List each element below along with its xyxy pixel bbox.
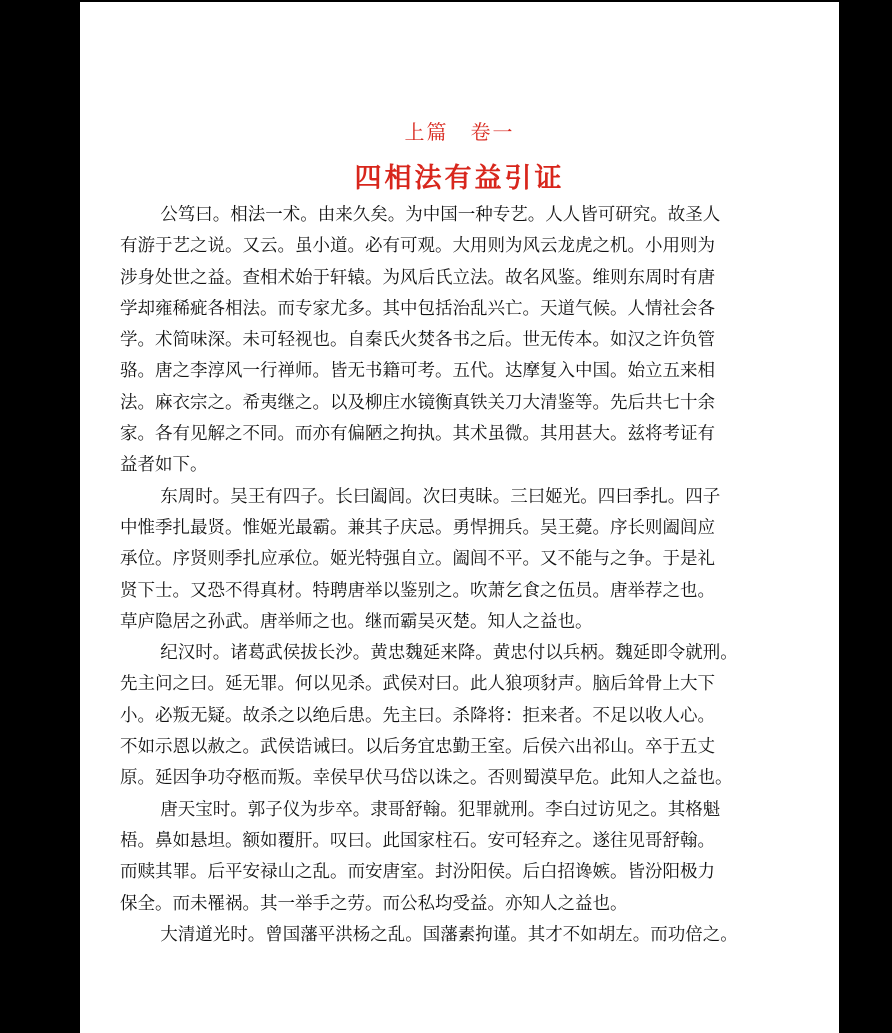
book-page: [80, 2, 839, 1033]
text-line: 东周时。吴王有四子。长曰阖闾。次曰夷昧。三曰姬光。四曰季扎。四子: [160, 486, 721, 507]
text-line: 中惟季扎最贤。惟姬光最霸。兼其子庆忌。勇悍拥兵。吴王薨。序长则阖闾应: [120, 517, 715, 538]
chapter-title: 四相法有益引证: [354, 163, 565, 194]
text-line: 而赎其罪。后平安禄山之乱。而安唐室。封汾阳侯。后白招谗嫉。皆汾阳极力: [120, 862, 715, 883]
body-text: [120, 200, 810, 951]
text-line: 梧。鼻如悬坦。额如覆肝。叹曰。此国家柱石。安可轻弃之。遂往见哥舒翰。: [120, 830, 715, 851]
paragraph: [120, 482, 810, 638]
text-line: 骆。唐之李淳风一行禅师。皆无书籍可考。五代。达摩复入中国。始立五来相: [120, 361, 715, 382]
text-line: 先主问之曰。延无罪。何以见杀。武侯对曰。此人狼项豺声。脑后耸骨上大下: [120, 674, 715, 695]
text-line: 有游于艺之说。又云。虽小道。必有可观。大用则为风云龙虎之机。小用则为: [120, 236, 715, 257]
text-line: 不如示恩以赦之。武侯诰诫曰。以后务宜忠勤王室。后侯六出祁山。卒于五丈: [120, 737, 715, 758]
text-line: 原。延因争功夺柩而叛。幸侯早伏马岱以诛之。否则蜀漠早危。此知人之益也。: [120, 768, 733, 789]
text-line: 学。术简味深。未可轻视也。自秦氏火焚各书之后。世无传本。如汉之许负管: [120, 330, 715, 351]
text-line: 益者如下。: [120, 455, 208, 476]
text-line: 贤下士。又恐不得真材。特聘唐举以鉴别之。吹萧乞食之伍员。唐举荐之也。: [120, 580, 715, 601]
section-label: 上篇 卷一: [404, 120, 515, 144]
paragraph: [120, 920, 810, 951]
paragraph: [120, 795, 810, 920]
text-line: 草庐隐居之孙武。唐举师之也。继而霸吴灭楚。知人之益也。: [120, 611, 593, 632]
text-line: 法。麻衣宗之。希夷继之。以及柳庄水镜衡真铁关刀大清鉴等。先后共七十余: [120, 392, 715, 413]
text-line: 涉身处世之益。查相术始于轩辕。为风后氏立法。故名风鉴。维则东周时有唐: [120, 267, 715, 288]
paragraph: [120, 638, 810, 794]
text-line: 公笃曰。相法一术。由来久矣。为中国一种专艺。人人皆可研究。故圣人: [160, 205, 721, 225]
paragraph: [120, 200, 810, 482]
text-line: 学却雍稀疵各相法。而专家尤多。其中包括治乱兴亡。天道气候。人情社会各: [120, 298, 715, 319]
text-line: 纪汉时。诸葛武侯拔长沙。黄忠魏延来降。黄忠付以兵柄。魏延即令就刑。: [160, 643, 738, 664]
text-line: 唐天宝时。郭子仪为步卒。隶哥舒翰。犯罪就刑。李白过访见之。其格魁: [160, 799, 721, 820]
text-line: 大清道光时。曾国藩平洪杨之乱。国藩素拘谨。其才不如胡左。而功倍之。: [160, 924, 738, 945]
text-line: 承位。序贤则季扎应承位。姬光特强自立。阖闾不平。又不能与之争。于是礼: [120, 549, 715, 570]
text-line: 小。必叛无疑。故杀之以绝后患。先主曰。杀降将：拒来者。不足以收人心。: [120, 705, 715, 726]
text-line: 保全。而未罹祸。其一举手之劳。而公私均受益。亦知人之益也。: [120, 893, 628, 914]
text-line: 家。各有见解之不同。而亦有偏陋之拘执。其术虽微。其用甚大。兹将考证有: [120, 424, 715, 445]
